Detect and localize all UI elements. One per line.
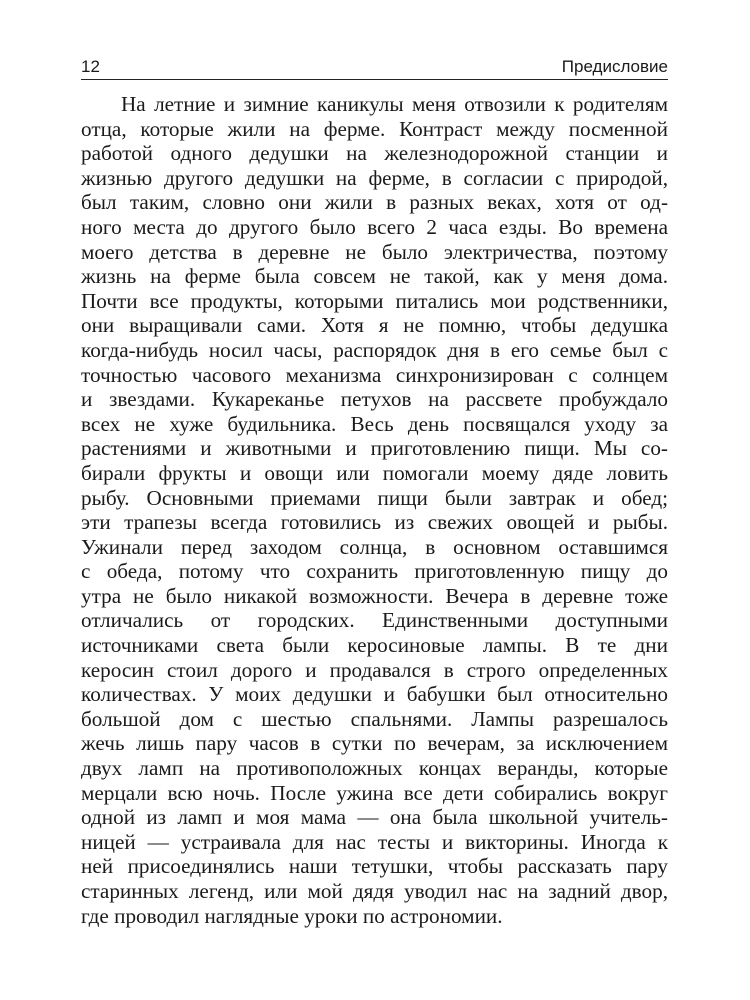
- text-line: был таким, словно они жили в разных веках, хотя от од-: [81, 190, 668, 215]
- text-line: отличались от городских. Единственными доступными: [81, 608, 668, 633]
- running-head-title: Предисловие: [561, 57, 668, 76]
- text-line: количествах. У моих дедушки и бабушки был относительно: [81, 682, 668, 707]
- text-line: отца, которые жили на ферме. Контраст между посменной: [81, 116, 668, 141]
- text-line: источниками света были керосиновые лампы. В те дни: [81, 633, 668, 658]
- text-line: жечь лишь пару часов в сутки по вечерам, за исключением: [81, 731, 668, 756]
- text-line: рыбу. Основными приемами пищи были завтрак и обед;: [81, 485, 668, 510]
- text-line: всех не хуже будильника. Весь день посвящался уходу за: [81, 411, 668, 436]
- text-line: жизнь на ферме была совсем не такой, как у меня дома.: [81, 264, 668, 289]
- text-line: когда-нибудь носил часы, распорядок дня в его семье был с: [81, 337, 668, 362]
- text-line: с обеда, потому что сохранить приготовленную пищу до: [81, 559, 668, 584]
- text-line: ного места до другого было всего 2 часа езды. Во времена: [81, 214, 668, 239]
- page-number: 12: [81, 57, 100, 76]
- text-line: керосин стоил дорого и продавался в строго определенных: [81, 657, 668, 682]
- text-line: Почти все продукты, которыми питались мои родственники,: [81, 288, 668, 313]
- text-line: одной из ламп и моя мама — она была школьной учитель-: [81, 805, 668, 830]
- body-paragraph: [81, 92, 668, 928]
- text-line: большой дом с шестью спальнями. Лампы разрешалось: [81, 706, 668, 731]
- text-line: мерцали всю ночь. После ужина все дети собирались вокруг: [81, 780, 668, 805]
- text-line: моего детства в деревне не было электричества, поэтому: [81, 239, 668, 264]
- page-header: [81, 57, 668, 80]
- text-line: бирали фрукты и овощи или помогали моему дяде ловить: [81, 460, 668, 485]
- text-line: ней присоединялись наши тетушки, чтобы рассказать пару: [81, 854, 668, 879]
- text-line: Ужинали перед заходом солнца, в основном оставшимся: [81, 534, 668, 559]
- text-line: растениями и животными и приготовлению пищи. Мы со-: [81, 436, 668, 461]
- text-line: утра не было никакой возможности. Вечера в деревне тоже: [81, 583, 668, 608]
- text-line: эти трапезы всегда готовились из свежих овощей и рыбы.: [81, 510, 668, 535]
- text-line: ницей — устраивала для нас тесты и викторины. Иногда к: [81, 829, 668, 854]
- text-line: жизнью другого дедушки на ферме, в согласии с природой,: [81, 165, 668, 190]
- text-line: работой одного дедушки на железнодорожной станции и: [81, 141, 668, 166]
- text-line: двух ламп на противоположных концах веранды, которые: [81, 756, 668, 781]
- text-line: они выращивали сами. Хотя я не помню, чтобы дедушка: [81, 313, 668, 338]
- text-line: и звездами. Кукареканье петухов на рассвете пробуждало: [81, 387, 668, 412]
- text-line: точностью часового механизма синхронизирован с солнцем: [81, 362, 668, 387]
- text-line: На летние и зимние каникулы меня отвозили к родителям: [121, 92, 668, 116]
- text-line: старинных легенд, или мой дядя уводил нас на задний двор,: [81, 879, 668, 903]
- text-line: где проводил наглядные уроки по астрономии.: [81, 903, 503, 928]
